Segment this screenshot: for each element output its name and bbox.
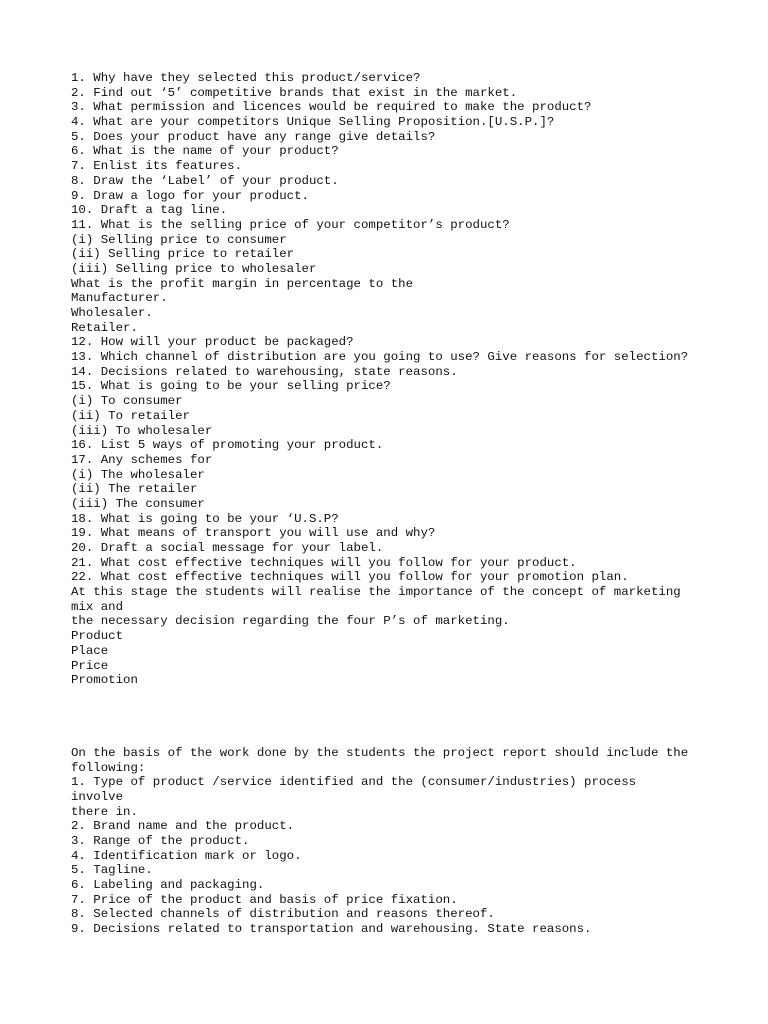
question-line: (i) To consumer xyxy=(71,394,183,409)
question-line: (iii) Selling price to wholesaler xyxy=(71,261,317,276)
question-line: Promotion xyxy=(71,673,138,688)
question-line: 22. What cost effective techniques will you follow for your promotion plan. xyxy=(71,570,629,585)
question-line: Product xyxy=(71,629,124,644)
question-line: (i) Selling price to consumer xyxy=(71,232,287,247)
question-line: 17. Any schemes for xyxy=(71,452,213,467)
question-line: 16. List 5 ways of promoting your product. xyxy=(71,438,384,453)
question-line: What is the profit margin in percentage to the xyxy=(71,276,414,291)
question-line: Wholesaler. xyxy=(71,306,153,320)
question-line: 11. What is the selling price of your competitor’s product? xyxy=(71,217,510,232)
question-line: the necessary decision regarding the four P’s of marketing. xyxy=(71,614,510,629)
project-report-section xyxy=(71,746,731,937)
question-line: 18. What is going to be your ‘U.S.P? xyxy=(71,511,339,526)
question-line: 8. Draw the ‘Label’ of your product. xyxy=(71,173,339,188)
question-line: 7. Enlist its features. xyxy=(71,159,243,174)
document-page xyxy=(71,71,731,937)
question-line: 15. What is going to be your selling price? xyxy=(71,379,391,394)
report-item-line: 3. Range of the product. xyxy=(71,834,250,848)
question-line: 3. What permission and licences would be required to make the product? xyxy=(71,100,592,115)
question-line: (i) The wholesaler xyxy=(71,467,205,482)
question-line: Retailer. xyxy=(71,320,138,335)
question-line: Manufacturer. xyxy=(71,291,168,306)
question-line: 21. What cost effective techniques will you follow for your product. xyxy=(71,555,577,570)
question-line: 13. Which channel of distribution are you going to use? Give reasons for selection? xyxy=(71,350,689,365)
question-line: At this stage the students will realise the importance of the concept of marketing xyxy=(71,585,681,600)
question-line: 19. What means of transport you will use and why? xyxy=(71,526,436,541)
report-item-line: 2. Brand name and the product. xyxy=(71,819,295,834)
report-item-line: 1. Type of product /service identified and the (consumer/industries) process xyxy=(71,775,637,790)
question-line: (ii) Selling price to retailer xyxy=(71,247,295,262)
question-line: (iii) To wholesaler xyxy=(71,423,213,438)
section-spacer xyxy=(71,688,731,746)
report-item-line: 4. Identification mark or logo. xyxy=(71,848,302,863)
report-item-line: On the basis of the work done by the students the project report should include the xyxy=(71,745,689,760)
report-item-line: 6. Labeling and packaging. xyxy=(71,878,265,893)
question-line: Price xyxy=(71,658,109,673)
question-line: 6. What is the name of your product? xyxy=(71,144,339,159)
question-line: (ii) The retailer xyxy=(71,482,198,497)
report-item-line: there in. xyxy=(71,804,138,819)
report-item-line: involve xyxy=(71,789,124,804)
report-item-line: 5. Tagline. xyxy=(71,863,153,878)
question-line: 5. Does your product have any range give details? xyxy=(71,129,436,144)
report-item-line: following: xyxy=(71,760,146,775)
question-line: (ii) To retailer xyxy=(71,408,190,423)
project-questions-section xyxy=(71,71,731,688)
question-line: 2. Find out ‘5’ competitive brands that exist in the market. xyxy=(71,85,518,100)
report-item-line: 9. Decisions related to transportation and warehousing. State reasons. xyxy=(71,922,592,937)
report-item-line: 8. Selected channels of distribution and reasons thereof. xyxy=(71,907,495,922)
question-line: 1. Why have they selected this product/service? xyxy=(71,71,421,85)
report-item-line: 7. Price of the product and basis of price fixation. xyxy=(71,892,458,907)
question-line: 14. Decisions related to warehousing, state reasons. xyxy=(71,364,458,379)
question-line: 20. Draft a social message for your label. xyxy=(71,541,384,555)
question-line: Place xyxy=(71,643,109,658)
question-line: 12. How will your product be packaged? xyxy=(71,335,354,350)
question-line: 9. Draw a logo for your product. xyxy=(71,188,309,203)
question-line: 10. Draft a tag line. xyxy=(71,203,228,218)
question-line: 4. What are your competitors Unique Selling Proposition.[U.S.P.]? xyxy=(71,115,555,130)
question-line: (iii) The consumer xyxy=(71,496,205,511)
question-line: mix and xyxy=(71,599,124,614)
